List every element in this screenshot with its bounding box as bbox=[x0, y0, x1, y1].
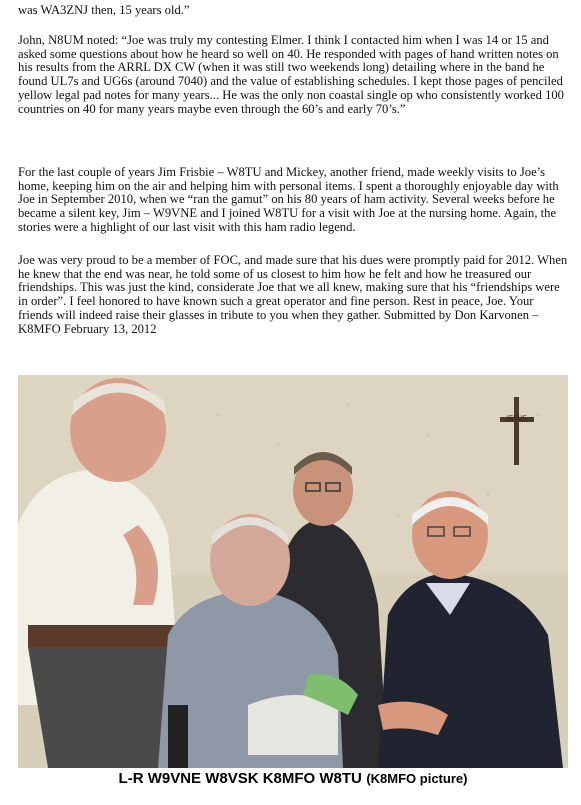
paragraph-1: was WA3ZNJ then, 15 years old.” bbox=[18, 3, 190, 17]
paragraph-2: John, N8UM noted: “Joe was truly my contesting Elmer. I think I contacted him when I was 14 or 15 and asked some questions about how he heard so well on 40. He responded with pages of hand written notes on his results from the ARRL DX CW (when it was still two weekends long) detailing where in the band he found UL7s and UG6s (around 7040) and the value of establishing schedules. I kept those pages of penciled yellow legal pad notes for many years... He was the only non coastal single op who consistently worked 100 countries on 40 for many years maybe even through the 60’s and early 70’s.” bbox=[18, 33, 564, 116]
photo-caption bbox=[18, 770, 568, 788]
caption-names: L-R W9VNE W8VSK K8MFO W8TU bbox=[118, 770, 362, 787]
wall-sign: JESUS bbox=[506, 414, 528, 422]
paragraph-4: Joe was very proud to be a member of FOC, and made sure that his dues were promptly paid for 2012. When he knew that the end was near, he told some of us closest to him how he felt and how he treasured our friendships. This was just the kind, considerate Joe that we all knew, making sure that his “friendships were in order”. I feel honored to have known such a great operator and fine person. Rest in peace, Joe. Your friends will indeed raise their glasses in tribute to you when they gather. Submitted by Don Karvonen – K8MFO February 13, 2012 bbox=[18, 253, 568, 336]
caption-credit: (K8MFO picture) bbox=[366, 771, 468, 786]
photo-illustration bbox=[18, 375, 568, 768]
group-photo bbox=[18, 375, 568, 768]
paragraph-3: For the last couple of years Jim Frisbie – W8TU and Mickey, another friend, made weekly visits to Joe’s home, keeping him on the air and helping him with personal items. I spent a thoroughly enjoyable day with Joe in September 2010, when we “ran the gamut” on his 80 years of ham activity. Several weeks before he became a silent key, Jim – W9VNE and I joined W8TU for a visit with Joe at the nursing home. Again, the stories were a highlight of our last visit with this ham radio legend. bbox=[18, 165, 559, 234]
